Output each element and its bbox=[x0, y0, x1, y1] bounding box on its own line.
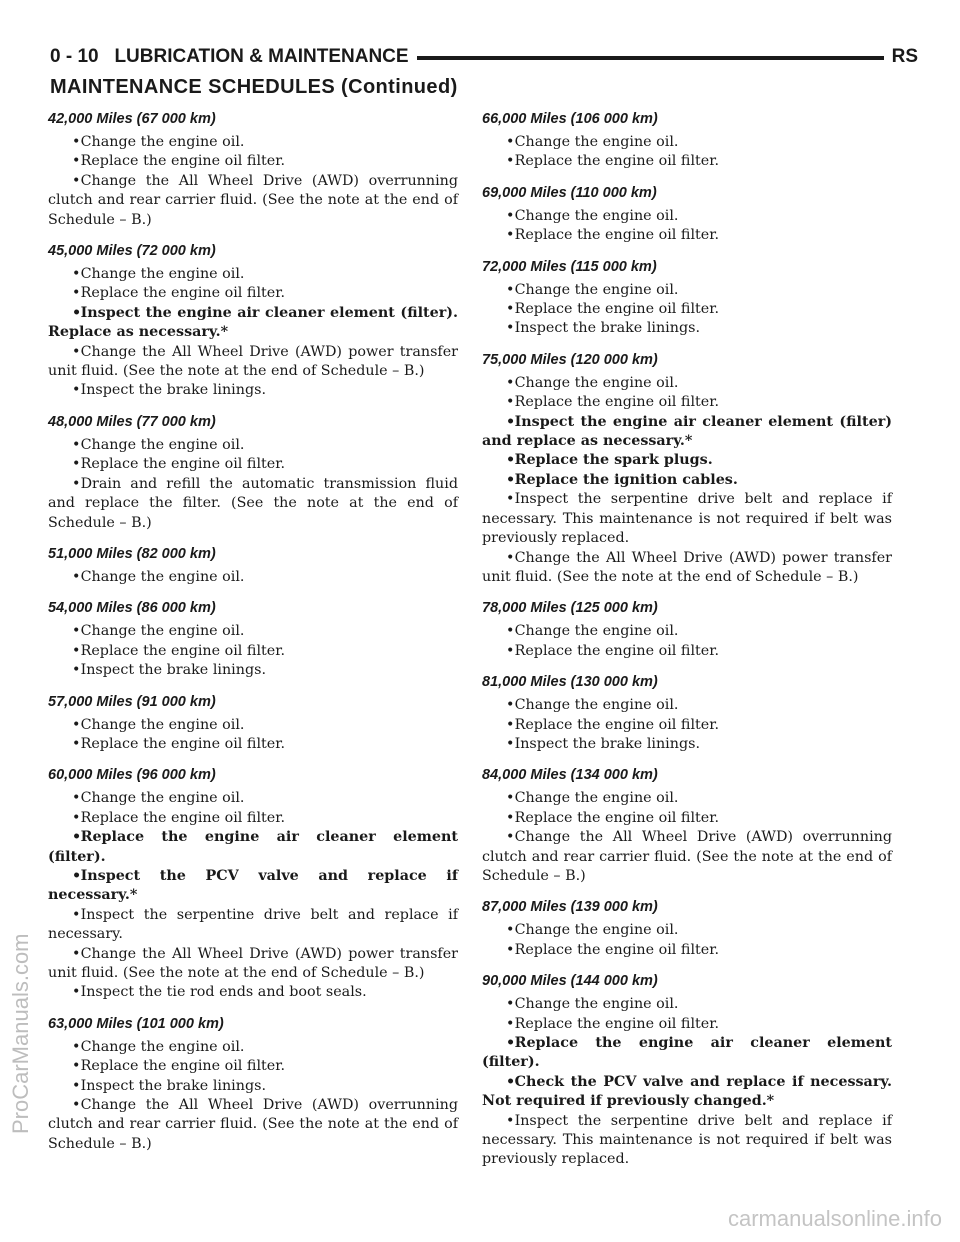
bullet-icon: • bbox=[72, 153, 81, 170]
maintenance-item bbox=[482, 413, 892, 452]
bullet-icon: • bbox=[506, 1112, 515, 1129]
item-text: Change the engine oil. bbox=[514, 281, 679, 298]
item-text: Change the All Wheel Drive (AWD) overrunning clutch and rear carrier fluid. (See the note at the end of Schedule – B.) bbox=[48, 172, 458, 228]
item-text: Change the All Wheel Drive (AWD) overrunning clutch and rear carrier fluid. (See the note at the end of Schedule – B.) bbox=[482, 829, 892, 884]
bullet-icon: • bbox=[506, 549, 515, 566]
page-header bbox=[50, 44, 918, 74]
maintenance-item bbox=[48, 152, 458, 171]
bullet-icon: • bbox=[72, 1097, 81, 1114]
model-code: RS bbox=[884, 46, 918, 68]
item-text: Replace the engine oil filter. bbox=[80, 153, 286, 170]
bullet-icon: • bbox=[506, 394, 515, 411]
item-text: Change the engine oil. bbox=[80, 790, 245, 807]
schedule-section bbox=[482, 184, 892, 246]
mileage-heading: 57,000 Miles (91 000 km) bbox=[48, 693, 216, 710]
item-text: Change the engine oil. bbox=[514, 623, 679, 640]
item-text: Inspect the serpentine drive belt and replace if necessary. This maintenance is not required if belt was previously replaced. bbox=[482, 491, 892, 547]
header-page-chapter bbox=[50, 46, 417, 68]
maintenance-item bbox=[48, 436, 458, 455]
item-text: Replace the engine oil filter. bbox=[80, 809, 286, 826]
mileage-heading: 42,000 Miles (67 000 km) bbox=[48, 111, 216, 127]
maintenance-item bbox=[482, 828, 892, 886]
bullet-icon: • bbox=[72, 285, 81, 302]
bullet-icon: • bbox=[506, 1035, 516, 1051]
schedule-section bbox=[482, 599, 892, 661]
item-text: Change the All Wheel Drive (AWD) overrunning clutch and rear carrier fluid. (See the note at the end of Schedule – B.) bbox=[48, 1097, 458, 1152]
bullet-icon: • bbox=[506, 207, 515, 224]
bullet-icon: • bbox=[72, 790, 81, 807]
item-text: Change the engine oil. bbox=[80, 1038, 245, 1055]
maintenance-item bbox=[482, 549, 892, 588]
bullet-icon: • bbox=[72, 716, 81, 733]
bullet-icon: • bbox=[72, 867, 82, 884]
bullet-icon: • bbox=[72, 984, 81, 1001]
bullet-icon: • bbox=[506, 153, 515, 170]
mileage-heading: 66,000 Miles (106 000 km) bbox=[482, 111, 658, 127]
item-text: Inspect the brake linings. bbox=[514, 735, 700, 752]
bullet-icon: • bbox=[506, 697, 515, 714]
maintenance-item bbox=[482, 809, 892, 828]
maintenance-item bbox=[48, 789, 458, 808]
bullet-icon: • bbox=[506, 452, 516, 469]
item-text: Change the engine oil. bbox=[514, 207, 679, 224]
schedule-section bbox=[482, 351, 892, 587]
maintenance-item bbox=[48, 265, 458, 284]
maintenance-item bbox=[48, 867, 458, 906]
schedule-section bbox=[48, 693, 458, 755]
maintenance-item bbox=[48, 1077, 458, 1096]
page-number: 0 - 10 bbox=[50, 46, 99, 67]
maintenance-item bbox=[48, 343, 458, 382]
item-text: Replace the engine oil filter. bbox=[80, 456, 286, 473]
maintenance-item bbox=[482, 281, 892, 300]
item-text: Inspect the tie rod ends and boot seals. bbox=[80, 984, 367, 1001]
bullet-icon: • bbox=[506, 134, 515, 150]
bullet-icon: • bbox=[506, 471, 516, 488]
maintenance-item bbox=[482, 490, 892, 548]
section-title: MAINTENANCE SCHEDULES (Continued) bbox=[50, 76, 458, 98]
bullet-icon: • bbox=[506, 922, 515, 939]
maintenance-item bbox=[48, 172, 458, 230]
mileage-heading: 75,000 Miles (120 000 km) bbox=[482, 351, 658, 368]
item-text: Replace the engine oil filter. bbox=[514, 301, 720, 318]
maintenance-item bbox=[482, 1073, 892, 1112]
mileage-heading: 63,000 Miles (101 000 km) bbox=[48, 1015, 224, 1032]
chapter-title: LUBRICATION & MAINTENANCE bbox=[114, 46, 409, 67]
item-text: Check the PCV valve and replace if necessary. Not required if previously changed.* bbox=[482, 1073, 892, 1110]
maintenance-item bbox=[48, 735, 458, 754]
item-text: Replace the engine oil filter. bbox=[514, 642, 720, 659]
item-text: Inspect the serpentine drive belt and replace if necessary. bbox=[48, 906, 458, 943]
bullet-icon: • bbox=[72, 623, 81, 640]
maintenance-item bbox=[48, 475, 458, 533]
schedule-section bbox=[482, 898, 892, 960]
item-text: Replace the engine oil filter. bbox=[80, 735, 286, 752]
maintenance-item bbox=[48, 945, 458, 984]
maintenance-item bbox=[48, 1096, 458, 1154]
bullet-icon: • bbox=[506, 642, 515, 659]
maintenance-item bbox=[482, 207, 892, 226]
schedule-section bbox=[482, 673, 892, 754]
item-text: Inspect the PCV valve and replace if necessary.* bbox=[48, 867, 458, 904]
item-text: Replace the spark plugs. bbox=[514, 452, 713, 469]
item-text: Change the engine oil. bbox=[80, 568, 245, 585]
item-text: Inspect the engine air cleaner element (filter). Replace as necessary.* bbox=[48, 304, 458, 341]
bullet-icon: • bbox=[506, 941, 515, 958]
item-text: Replace the engine oil filter. bbox=[514, 941, 720, 958]
item-text: Change the engine oil. bbox=[514, 790, 679, 807]
right-column bbox=[482, 110, 892, 1182]
item-text: Replace the engine oil filter. bbox=[80, 642, 286, 659]
item-text: Inspect the brake linings. bbox=[80, 382, 266, 399]
bullet-icon: • bbox=[506, 735, 515, 752]
mileage-heading: 90,000 Miles (144 000 km) bbox=[482, 973, 658, 990]
schedule-section bbox=[482, 972, 892, 1170]
item-text: Inspect the brake linings. bbox=[80, 662, 266, 679]
item-text: Change the All Wheel Drive (AWD) power transfer unit fluid. (See the note at the end of Schedule – B.) bbox=[48, 945, 458, 981]
item-text: Change the engine oil. bbox=[514, 374, 679, 391]
item-text: Inspect the engine air cleaner element (filter) and replace as necessary.* bbox=[482, 413, 892, 450]
item-text: Drain and refill the automatic transmission fluid and replace the filter. (See the note at the end of Schedule – B.) bbox=[48, 475, 458, 531]
bullet-icon: • bbox=[506, 716, 515, 733]
item-text: Change the engine oil. bbox=[80, 436, 245, 453]
bullet-icon: • bbox=[72, 266, 81, 283]
maintenance-item bbox=[48, 716, 458, 735]
maintenance-item bbox=[48, 906, 458, 945]
item-text: Replace the ignition cables. bbox=[514, 471, 738, 488]
item-text: Replace the engine oil filter. bbox=[514, 809, 720, 826]
maintenance-item bbox=[48, 622, 458, 641]
maintenance-item bbox=[482, 226, 892, 245]
item-text: Change the engine oil. bbox=[80, 716, 245, 733]
bullet-icon: • bbox=[72, 1058, 81, 1075]
bullet-icon: • bbox=[506, 1073, 516, 1090]
bullet-icon: • bbox=[506, 491, 515, 508]
maintenance-item bbox=[482, 300, 892, 319]
maintenance-item bbox=[482, 393, 892, 412]
bullet-icon: • bbox=[72, 134, 81, 150]
maintenance-item bbox=[482, 696, 892, 715]
maintenance-item bbox=[482, 152, 892, 171]
schedule-section bbox=[48, 242, 458, 401]
bullet-icon: • bbox=[506, 374, 515, 391]
item-text: Replace the engine air cleaner element (filter). bbox=[48, 829, 458, 865]
item-text: Replace the engine oil filter. bbox=[514, 394, 720, 411]
bullet-icon: • bbox=[506, 320, 515, 337]
bullet-icon: • bbox=[506, 281, 515, 298]
maintenance-item bbox=[482, 1034, 892, 1073]
mileage-heading: 60,000 Miles (96 000 km) bbox=[48, 767, 216, 784]
bullet-icon: • bbox=[72, 945, 81, 962]
maintenance-item bbox=[48, 304, 458, 343]
bullet-icon: • bbox=[72, 436, 81, 453]
bullet-icon: • bbox=[72, 172, 81, 189]
schedule-section bbox=[48, 413, 458, 533]
mileage-heading: 48,000 Miles (77 000 km) bbox=[48, 413, 216, 430]
item-text: Change the engine oil. bbox=[514, 996, 679, 1013]
bullet-icon: • bbox=[72, 906, 81, 923]
bullet-icon: • bbox=[72, 382, 81, 399]
maintenance-item bbox=[48, 983, 458, 1002]
maintenance-item bbox=[48, 1057, 458, 1076]
bullet-icon: • bbox=[506, 1015, 515, 1032]
item-text: Change the engine oil. bbox=[80, 623, 245, 640]
bullet-icon: • bbox=[72, 735, 81, 752]
schedule-section bbox=[48, 599, 458, 680]
bullet-icon: • bbox=[72, 456, 81, 473]
maintenance-item bbox=[48, 133, 458, 152]
bullet-icon: • bbox=[72, 304, 82, 321]
item-text: Change the engine oil. bbox=[80, 266, 245, 283]
mileage-heading: 87,000 Miles (139 000 km) bbox=[482, 899, 658, 916]
schedule-section bbox=[482, 110, 892, 172]
item-text: Replace the engine oil filter. bbox=[80, 285, 286, 302]
mileage-heading: 81,000 Miles (130 000 km) bbox=[482, 674, 658, 691]
bullet-icon: • bbox=[72, 1038, 81, 1055]
maintenance-item bbox=[482, 789, 892, 808]
bullet-icon: • bbox=[72, 829, 82, 846]
bullet-icon: • bbox=[506, 996, 515, 1013]
mileage-heading: 84,000 Miles (134 000 km) bbox=[482, 767, 658, 784]
bullet-icon: • bbox=[506, 227, 515, 244]
schedule-section bbox=[48, 1015, 458, 1154]
maintenance-item bbox=[482, 921, 892, 940]
maintenance-item bbox=[482, 451, 892, 470]
item-text: Replace the engine oil filter. bbox=[514, 716, 720, 733]
maintenance-item bbox=[482, 319, 892, 338]
watermark-side: ProCarManuals.com bbox=[8, 933, 33, 1134]
maintenance-item bbox=[48, 809, 458, 828]
maintenance-item bbox=[482, 1015, 892, 1034]
item-text: Replace the engine oil filter. bbox=[514, 1015, 720, 1032]
bullet-icon: • bbox=[72, 1077, 81, 1094]
maintenance-item bbox=[48, 642, 458, 661]
mileage-heading: 45,000 Miles (72 000 km) bbox=[48, 243, 216, 260]
item-text: Replace the engine oil filter. bbox=[514, 227, 720, 244]
schedule-section bbox=[482, 258, 892, 339]
bullet-icon: • bbox=[72, 475, 81, 492]
mileage-heading: 54,000 Miles (86 000 km) bbox=[48, 600, 216, 617]
maintenance-item bbox=[48, 1038, 458, 1057]
bullet-icon: • bbox=[72, 343, 81, 360]
maintenance-item bbox=[482, 642, 892, 661]
bullet-icon: • bbox=[72, 809, 81, 826]
maintenance-item bbox=[48, 828, 458, 867]
mileage-heading: 78,000 Miles (125 000 km) bbox=[482, 600, 658, 617]
maintenance-item bbox=[482, 374, 892, 393]
maintenance-item bbox=[48, 661, 458, 680]
maintenance-item bbox=[482, 471, 892, 490]
bullet-icon: • bbox=[506, 623, 515, 640]
item-text: Replace the engine oil filter. bbox=[514, 153, 720, 170]
schedule-section bbox=[48, 766, 458, 1002]
maintenance-item bbox=[482, 716, 892, 735]
maintenance-item bbox=[48, 568, 458, 587]
bullet-icon: • bbox=[506, 413, 516, 430]
item-text: Change the engine oil. bbox=[514, 697, 679, 714]
item-text: Change the engine oil. bbox=[514, 134, 679, 150]
bullet-icon: • bbox=[506, 809, 515, 826]
bullet-icon: • bbox=[72, 568, 81, 585]
schedule-section bbox=[482, 766, 892, 886]
mileage-heading: 51,000 Miles (82 000 km) bbox=[48, 545, 216, 562]
item-text: Change the All Wheel Drive (AWD) power transfer unit fluid. (See the note at the end of Schedule – B.) bbox=[48, 343, 458, 380]
item-text: Change the engine oil. bbox=[80, 134, 245, 150]
maintenance-item bbox=[482, 995, 892, 1014]
item-text: Replace the engine air cleaner element (filter). bbox=[482, 1035, 892, 1071]
item-text: Inspect the brake linings. bbox=[514, 320, 700, 337]
item-text: Inspect the serpentine drive belt and replace if necessary. This maintenance is not required if belt was previously replaced. bbox=[482, 1112, 892, 1168]
bullet-icon: • bbox=[506, 790, 515, 807]
maintenance-item bbox=[482, 941, 892, 960]
bullet-icon: • bbox=[72, 642, 81, 659]
bullet-icon: • bbox=[506, 829, 515, 846]
left-column bbox=[48, 110, 458, 1166]
mileage-heading: 69,000 Miles (110 000 km) bbox=[482, 184, 657, 201]
maintenance-item bbox=[48, 381, 458, 400]
item-text: Change the All Wheel Drive (AWD) power transfer unit fluid. (See the note at the end of Schedule – B.) bbox=[482, 549, 892, 585]
bullet-icon: • bbox=[72, 662, 81, 679]
maintenance-item bbox=[482, 622, 892, 641]
schedule-section bbox=[48, 545, 458, 587]
item-text: Replace the engine oil filter. bbox=[80, 1058, 286, 1075]
bullet-icon: • bbox=[506, 301, 515, 318]
item-text: Inspect the brake linings. bbox=[80, 1077, 266, 1094]
item-text: Change the engine oil. bbox=[514, 922, 679, 939]
maintenance-item bbox=[482, 735, 892, 754]
schedule-section bbox=[48, 110, 458, 230]
maintenance-item bbox=[482, 1112, 892, 1170]
maintenance-item bbox=[48, 284, 458, 303]
watermark-bottom: carmanualsonline.info bbox=[727, 1206, 942, 1231]
maintenance-item bbox=[482, 133, 892, 152]
maintenance-item bbox=[48, 455, 458, 474]
mileage-heading: 72,000 Miles (115 000 km) bbox=[482, 258, 657, 275]
